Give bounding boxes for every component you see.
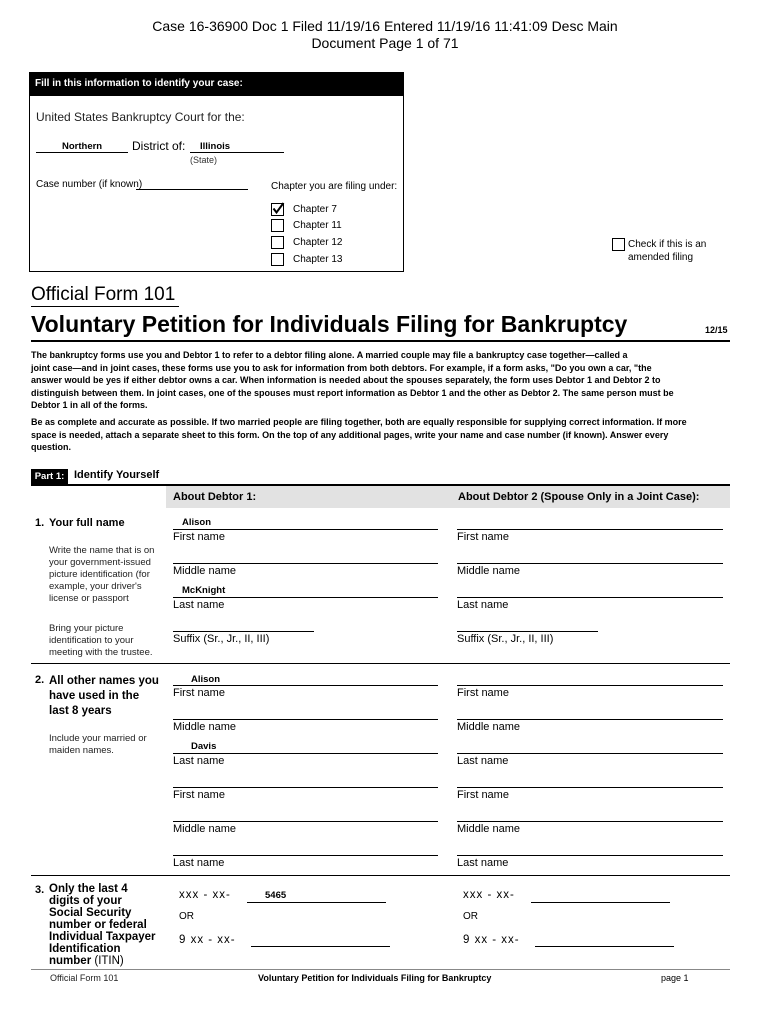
q2-d1-last-name-value[interactable]: Davis <box>191 741 217 752</box>
q2-d1-first-name-field[interactable] <box>173 685 438 686</box>
d1-ssn-value[interactable]: 5465 <box>265 890 287 901</box>
d1-last-name-label: Last name <box>173 599 225 611</box>
chapter-13-checkbox[interactable] <box>271 253 284 266</box>
checkmark-icon <box>272 202 285 215</box>
d1-itin-field[interactable] <box>251 946 390 947</box>
case-box-title: Fill in this information to identify your case: <box>29 72 404 96</box>
q1-help-text-2: Bring your picture identification to your meeting with the trustee. <box>49 623 153 658</box>
q2-d1-middle-name-field[interactable] <box>173 719 438 720</box>
q2-d2-first-name-label: First name <box>457 687 509 699</box>
q2-title: All other names you have used in the last 8 years <box>49 675 159 717</box>
district-label: District of: <box>132 139 186 153</box>
filing-header-line2: Document Page 1 of 71 <box>311 35 459 51</box>
case-info-box <box>29 72 404 272</box>
official-form-number: Official Form 101 <box>31 284 176 305</box>
d1-first-name-label: First name <box>173 531 225 543</box>
q2-d1-last-name-field[interactable] <box>173 753 438 754</box>
chapter-label: Chapter you are filing under: <box>271 181 398 192</box>
q2-d1-first-name-value[interactable]: Alison <box>191 674 221 685</box>
d2-middle-name-field[interactable] <box>457 563 723 564</box>
form-version: 12/15 <box>705 325 728 335</box>
q2-d2-first-name-2-label: First name <box>457 789 509 801</box>
amended-label-line2: amended filing <box>628 252 694 263</box>
d2-itin-field[interactable] <box>535 946 674 947</box>
chapter-12-label: Chapter 12 <box>293 237 343 248</box>
chapter-7-label: Chapter 7 <box>293 204 337 215</box>
case-number-label: Case number (if known) <box>36 179 143 190</box>
footer-rule <box>31 969 730 970</box>
court-label: United States Bankruptcy Court for the: <box>36 110 245 124</box>
d2-suffix-field[interactable] <box>457 631 598 632</box>
q2-d1-last-name-2-label: Last name <box>173 857 225 869</box>
d2-middle-name-label: Middle name <box>457 565 520 577</box>
form-title: Voluntary Petition for Individuals Filing for Bankruptcy <box>31 311 628 337</box>
chapter-12-checkbox[interactable] <box>271 236 284 249</box>
footer-form-number: Official Form 101 <box>50 973 119 983</box>
q1-help-text: Write the name that is on your government-issued picture identification (for example, your driver's license or passport <box>49 545 155 604</box>
q2-d1-middle-name-label: Middle name <box>173 721 236 733</box>
d1-or-label: OR <box>179 911 194 922</box>
d1-last-name-field[interactable] <box>173 597 438 598</box>
q2-d2-last-name-2-field[interactable] <box>457 855 723 856</box>
q2-help-text: Include your married or maiden names. <box>49 733 147 756</box>
q1-title: Your full name <box>49 517 125 529</box>
q2-d1-last-name-2-field[interactable] <box>173 855 438 856</box>
q2-d2-last-name-2-label: Last name <box>457 857 509 869</box>
d1-last-name-value[interactable]: McKnight <box>182 585 226 596</box>
q2-d2-last-name-label: Last name <box>457 755 509 767</box>
d1-first-name-field[interactable] <box>173 529 438 530</box>
d1-first-name-value[interactable]: Alison <box>182 517 212 528</box>
d2-suffix-label: Suffix (Sr., Jr., II, III) <box>457 633 554 645</box>
amended-filing-checkbox[interactable] <box>612 238 625 251</box>
title-rule <box>31 340 730 342</box>
q2-d1-first-name-label: First name <box>173 687 225 699</box>
q2-d1-first-name-2-field[interactable] <box>173 787 438 788</box>
d2-last-name-label: Last name <box>457 599 509 611</box>
q1-divider <box>31 663 730 664</box>
q2-d2-first-name-2-field[interactable] <box>457 787 723 788</box>
q2-d2-middle-name-label: Middle name <box>457 721 520 733</box>
q2-divider <box>31 875 730 876</box>
d1-ssn-prefix: xxx - xx- <box>179 889 231 901</box>
d2-first-name-label: First name <box>457 531 509 543</box>
q2-d1-first-name-2-label: First name <box>173 789 225 801</box>
d1-middle-name-field[interactable] <box>173 563 438 564</box>
state-caption: (State) <box>190 155 218 165</box>
q2-d1-middle-name-2-field[interactable] <box>173 821 438 822</box>
d2-last-name-field[interactable] <box>457 597 723 598</box>
q2-number: 2. <box>35 674 45 686</box>
q3-number: 3. <box>35 884 45 896</box>
d2-first-name-field[interactable] <box>457 529 723 530</box>
chapter-11-checkbox[interactable] <box>271 219 284 232</box>
part1-title: Identify Yourself <box>74 469 160 481</box>
q2-d1-last-name-label: Last name <box>173 755 225 767</box>
q2-d2-middle-name-2-label: Middle name <box>457 823 520 835</box>
district-value[interactable]: Northern <box>62 141 103 152</box>
d2-itin-prefix: 9 xx - xx- <box>463 934 520 946</box>
d2-or-label: OR <box>463 911 478 922</box>
case-number-field[interactable] <box>136 189 248 190</box>
district-line <box>36 152 128 153</box>
footer-title: Voluntary Petition for Individuals Filing for Bankruptcy <box>258 973 492 983</box>
d1-suffix-label: Suffix (Sr., Jr., II, III) <box>173 633 270 645</box>
d2-ssn-prefix: xxx - xx- <box>463 889 515 901</box>
q2-d2-first-name-field[interactable] <box>457 685 723 686</box>
debtor2-header: About Debtor 2 (Spouse Only in a Joint Case): <box>458 491 700 503</box>
d2-ssn-field[interactable] <box>531 902 670 903</box>
state-value[interactable]: Illinois <box>200 141 231 152</box>
d1-middle-name-label: Middle name <box>173 565 236 577</box>
q2-d2-middle-name-2-field[interactable] <box>457 821 723 822</box>
q2-d1-middle-name-2-label: Middle name <box>173 823 236 835</box>
q1-number: 1. <box>35 517 45 529</box>
q2-d2-last-name-field[interactable] <box>457 753 723 754</box>
chapter-13-label: Chapter 13 <box>293 254 343 265</box>
part1-tag: Part 1: <box>31 469 68 485</box>
state-line <box>190 152 284 153</box>
footer-page-number: page 1 <box>661 973 689 983</box>
q3-title: Only the last 4 digits of your Social Security number or federal Individual Taxpayer Identification number (ITIN) <box>49 883 156 967</box>
q2-d2-middle-name-field[interactable] <box>457 719 723 720</box>
amended-label-line1: Check if this is an <box>628 239 707 250</box>
intro-paragraph: The bankruptcy forms use you and Debtor 1 to refer to a debtor filing alone. A married couple may file a bankruptcy case together—called a joint case—and in joint cases, these forms use you to ask for information from both debtors. For example, if a form asks, "Do you own a car, "the answer would be yes if either debtor owns a car. When information is needed about the spouses separately, the form uses Debtor 1 and Debtor 2 to distinguish between them. In joint cases, one of the spouses must report information as Debtor 1 and the other as Debtor 2. The same person must be Debtor 1 in all of the forms. <box>31 350 674 410</box>
debtor1-header: About Debtor 1: <box>173 491 257 503</box>
filing-header-line1: Case 16-36900 Doc 1 Filed 11/19/16 Entered 11/19/16 11:41:09 Desc Main <box>152 18 618 34</box>
d1-itin-prefix: 9 xx - xx- <box>179 934 236 946</box>
instructions-paragraph: Be as complete and accurate as possible. If two married people are filing together, both are equally responsible for supplying correct information. If more space is needed, attach a separate sheet to this form. On the top of any additional pages, write your name and case number (if known). Answer every question. <box>31 417 687 452</box>
chapter-11-label: Chapter 11 <box>293 220 342 231</box>
d1-suffix-field[interactable] <box>173 631 314 632</box>
official-form-underline <box>31 306 179 307</box>
chapter-7-checkbox[interactable] <box>271 203 284 216</box>
d1-ssn-field[interactable] <box>247 902 386 903</box>
